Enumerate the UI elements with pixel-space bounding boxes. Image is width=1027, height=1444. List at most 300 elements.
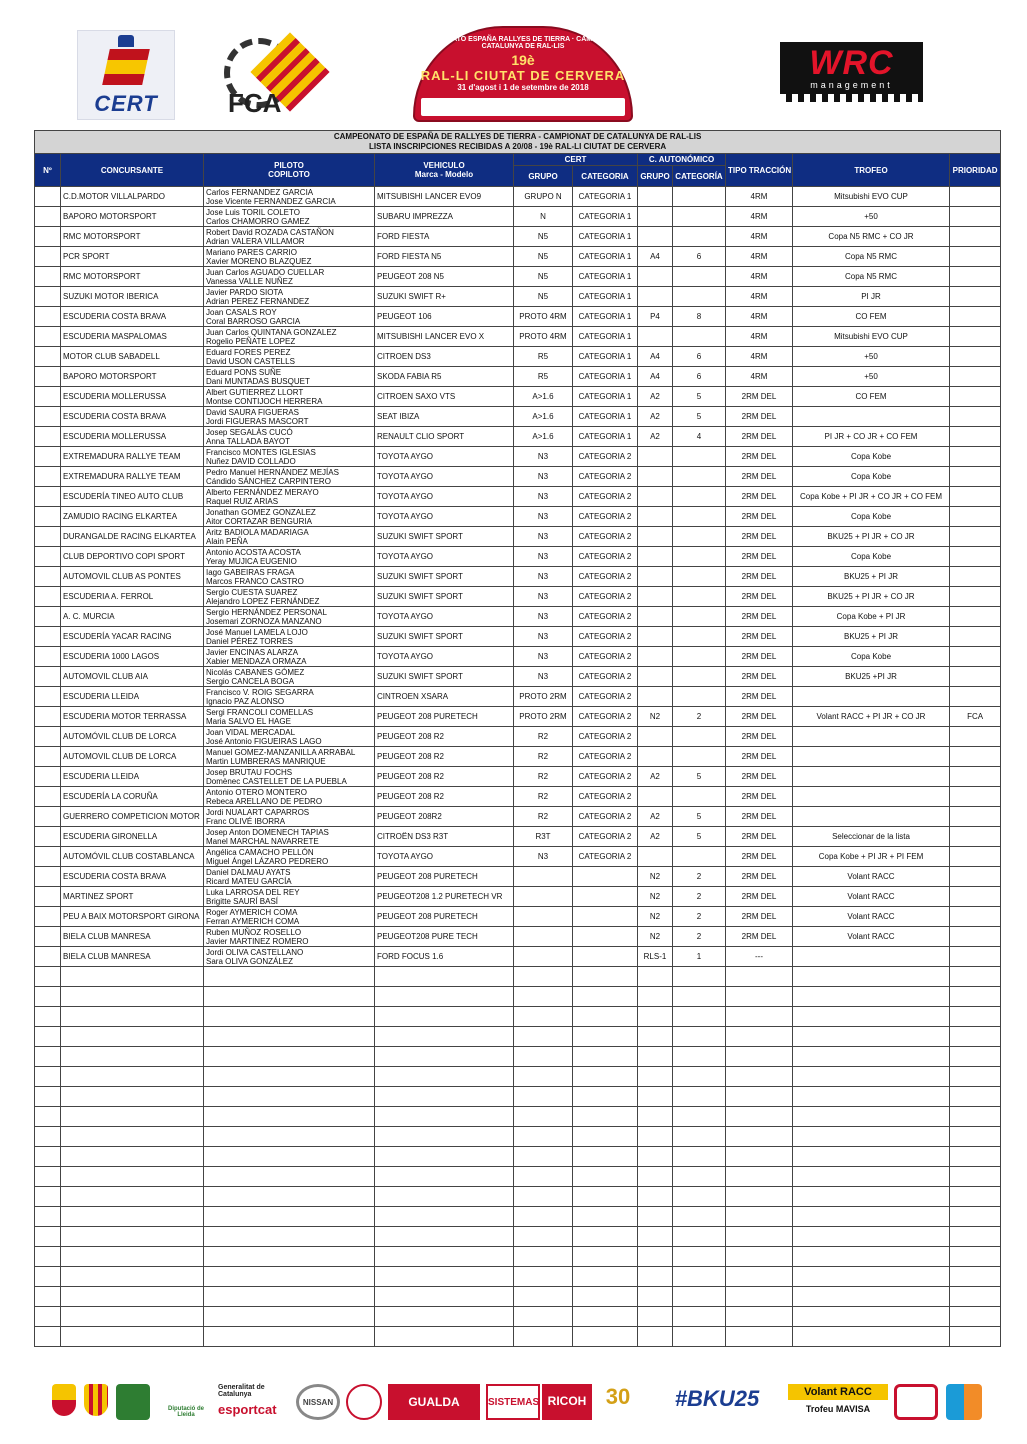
wrc-management-logo [780,42,923,102]
cell-num [35,687,61,707]
cell-ca-categoria [673,267,726,287]
cell-concursante: BIELA CLUB MANRESA [61,927,204,947]
cell-cert-categoria: CATEGORIA 2 [573,567,638,587]
cell-prioridad [950,467,1001,487]
cell-prioridad [950,1047,1001,1067]
col-num: Nº [35,154,61,187]
cell-ca-grupo [638,587,673,607]
cell-trofeo: Copa Kobe [793,507,950,527]
cell-cert-grupo: N3 [514,487,573,507]
cell-num [35,607,61,627]
cell-cert-categoria [573,1267,638,1287]
cell-ca-grupo [638,1107,673,1127]
cell-ca-categoria [673,467,726,487]
cell-cert-grupo [514,1167,573,1187]
piloto-name: Sergio HERNÁNDEZ PERSONAL [206,607,327,617]
title-line1: CAMPEONATO DE ESPAÑA DE RALLYES DE TIERRA - CAMPIONAT DE CATALUNYA DE RAL-LIS [333,132,702,141]
cert-logo [77,30,175,120]
cell-cert-categoria [573,1107,638,1127]
table-row [35,267,1001,287]
cell-prioridad [950,927,1001,947]
cell-crew [204,1167,375,1187]
cell-ca-grupo [638,527,673,547]
cell-prioridad [950,727,1001,747]
cell-traccion: 2RM DEL [726,727,793,747]
col-piloto [204,154,375,187]
cell-cert-grupo [514,1287,573,1307]
cell-ca-grupo [638,447,673,467]
cell-prioridad [950,907,1001,927]
table-row [35,667,1001,687]
entries-table [34,130,1001,1347]
cell-crew [204,1007,375,1027]
cell-ca-grupo: A2 [638,407,673,427]
cell-ca-grupo [638,1287,673,1307]
cell-cert-categoria: CATEGORIA 2 [573,747,638,767]
table-row [35,1307,1001,1327]
ricoh-logo: RICOH [542,1384,592,1420]
cell-ca-categoria [673,1227,726,1247]
cell-ca-categoria [673,1327,726,1347]
cell-cert-grupo [514,867,573,887]
cell-crew [204,447,375,467]
cell-cert-grupo [514,1087,573,1107]
copiloto-name: Raquel RUIZ ARIAS [206,496,279,506]
cell-trofeo: +50 [793,347,950,367]
cell-trofeo [793,1067,950,1087]
cell-num [35,907,61,927]
cell-traccion [726,1067,793,1087]
cell-ca-categoria: 6 [673,347,726,367]
cell-num [35,1067,61,1087]
cell-traccion: 2RM DEL [726,467,793,487]
cell-cert-categoria: CATEGORIA 2 [573,527,638,547]
copiloto-name: Sergio CANCELA BOGA [206,676,295,686]
cell-trofeo: Mitsubishi EVO CUP [793,187,950,207]
cell-vehiculo [375,987,514,1007]
cell-ca-categoria [673,727,726,747]
cell-traccion [726,1307,793,1327]
cell-vehiculo: SEAT IBIZA [375,407,514,427]
copiloto-name: Josemari ZORNOZA MANZANO [206,616,322,626]
cell-num [35,1107,61,1127]
cell-ca-categoria [673,647,726,667]
cell-concursante [61,1207,204,1227]
cell-vehiculo: SUZUKI SWIFT SPORT [375,627,514,647]
cell-cert-categoria: CATEGORIA 2 [573,447,638,467]
cell-crew [204,367,375,387]
cell-cert-grupo [514,927,573,947]
cell-concursante: EXTREMADURA RALLYE TEAM [61,467,204,487]
cell-traccion: 2RM DEL [726,687,793,707]
cell-ca-categoria: 2 [673,887,726,907]
cell-cert-grupo: N3 [514,447,573,467]
piloto-name: Jordi OLIVA CASTELLANO [206,947,304,957]
cell-trofeo: Volant RACC [793,867,950,887]
cell-traccion [726,1087,793,1107]
table-row [35,767,1001,787]
cell-ca-categoria: 4 [673,427,726,447]
cell-num [35,1307,61,1327]
cell-cert-grupo: N3 [514,647,573,667]
table-row [35,1067,1001,1087]
cell-cert-grupo: N3 [514,627,573,647]
cell-num [35,307,61,327]
cell-prioridad [950,227,1001,247]
cell-ca-grupo [638,567,673,587]
table-row [35,1087,1001,1107]
cell-concursante [61,1027,204,1047]
table-row [35,207,1001,227]
cell-ca-categoria [673,1267,726,1287]
cell-traccion [726,1327,793,1347]
table-row [35,607,1001,627]
cell-vehiculo [375,1167,514,1187]
piloto-name: Daniel DALMAU AYATS [206,867,291,877]
cell-crew [204,987,375,1007]
cell-vehiculo: PEUGEOT208 PURE TECH [375,927,514,947]
cell-ca-categoria [673,527,726,547]
cell-ca-grupo [638,687,673,707]
cell-num [35,967,61,987]
cell-ca-grupo [638,607,673,627]
cell-cert-grupo: GRUPO N [514,187,573,207]
cell-cert-categoria: CATEGORIA 2 [573,727,638,747]
cell-crew [204,807,375,827]
piloto-name: Antonio OTERO MONTERO [206,787,307,797]
cell-trofeo [793,1307,950,1327]
cell-ca-categoria: 5 [673,767,726,787]
cell-cert-categoria: CATEGORIA 1 [573,187,638,207]
cell-cert-categoria: CATEGORIA 1 [573,227,638,247]
cell-crew [204,1247,375,1267]
cell-crew [204,1227,375,1247]
cell-cert-grupo [514,907,573,927]
cell-ca-grupo [638,1207,673,1227]
cell-ca-categoria [673,1067,726,1087]
cell-ca-categoria: 2 [673,907,726,927]
cell-cert-grupo: R2 [514,747,573,767]
table-row [35,827,1001,847]
cell-crew [204,947,375,967]
table-row [35,487,1001,507]
cell-traccion: 2RM DEL [726,647,793,667]
cell-num [35,1047,61,1067]
cell-crew [204,1267,375,1287]
volant-racc-logo [788,1384,888,1420]
cell-cert-categoria: CATEGORIA 1 [573,407,638,427]
cell-traccion: 2RM DEL [726,407,793,427]
copiloto-name: Sara OLIVA GONZÁLEZ [206,956,293,966]
cell-cert-categoria: CATEGORIA 2 [573,607,638,627]
cell-concursante: ESCUDERIA LLEIDA [61,767,204,787]
table-row [35,867,1001,887]
cell-cert-categoria [573,1307,638,1327]
cell-trofeo [793,1327,950,1347]
piloto-name: Jordi NUALART CAPARROS [206,807,310,817]
cell-cert-categoria: CATEGORIA 1 [573,267,638,287]
cell-num [35,987,61,1007]
cell-traccion: 2RM DEL [726,887,793,907]
cell-concursante [61,1067,204,1087]
cell-ca-grupo: N2 [638,927,673,947]
cell-concursante: ESCUDERIA LLEIDA [61,687,204,707]
cell-cert-grupo: N3 [514,587,573,607]
cell-ca-grupo [638,1087,673,1107]
cell-traccion: 4RM [726,347,793,367]
cell-traccion: 2RM DEL [726,767,793,787]
cell-vehiculo: MITSUBISHI LANCER EVO X [375,327,514,347]
cell-num [35,827,61,847]
table-title-row [35,131,1001,154]
col-cert: CERT [514,154,638,166]
col-prioridad: PRIORIDAD [950,154,1001,187]
cell-cert-grupo [514,1027,573,1047]
cell-num [35,1267,61,1287]
piloto-name: Javier ENCINAS ALARZA [206,647,299,657]
cell-trofeo [793,1167,950,1187]
cell-prioridad [950,1067,1001,1087]
cell-trofeo [793,1287,950,1307]
cell-cert-categoria: CATEGORIA 2 [573,507,638,527]
cell-ca-categoria [673,627,726,647]
copiloto-name: Cándido SÁNCHEZ CARPINTERO [206,476,331,486]
cell-concursante: DURANGALDE RACING ELKARTEA [61,527,204,547]
cell-trofeo: Copa Kobe [793,647,950,667]
cell-prioridad [950,407,1001,427]
cell-prioridad [950,367,1001,387]
col-copiloto-label: COPILOTO [268,170,310,179]
cell-traccion: 2RM DEL [726,807,793,827]
cell-trofeo [793,1027,950,1047]
cell-concursante: ESCUDERÍA TINEO AUTO CLUB [61,487,204,507]
cell-concursante: ESCUDERIA 1000 LAGOS [61,647,204,667]
cell-ca-categoria [673,227,726,247]
cell-num [35,587,61,607]
cell-ca-categoria [673,607,726,627]
cell-trofeo: Mitsubishi EVO CUP [793,327,950,347]
cell-crew [204,227,375,247]
cell-cert-grupo: N5 [514,267,573,287]
cell-ca-grupo [638,1127,673,1147]
footer-sponsors [40,1378,990,1428]
cell-traccion: 2RM DEL [726,927,793,947]
cell-traccion: 4RM [726,227,793,247]
cell-cert-categoria [573,1187,638,1207]
cell-num [35,1187,61,1207]
cell-num [35,727,61,747]
column-header-row [35,154,1001,166]
cell-traccion: 2RM DEL [726,667,793,687]
cell-vehiculo: PEUGEOT 208 N5 [375,267,514,287]
cell-crew [204,1027,375,1047]
piloto-name: Javier PARDO SIOTA [206,287,284,297]
copiloto-name: Rogelio PEÑATE LOPEZ [206,336,296,346]
cell-trofeo [793,1147,950,1167]
cell-crew [204,787,375,807]
cell-crew [204,407,375,427]
cell-cert-grupo: PROTO 4RM [514,307,573,327]
cell-trofeo: Volant RACC [793,907,950,927]
cell-cert-grupo: PROTO 4RM [514,327,573,347]
cell-cert-grupo [514,1207,573,1227]
cell-concursante [61,1187,204,1207]
cell-ca-categoria [673,1047,726,1067]
cell-traccion [726,1167,793,1187]
cell-ca-categoria [673,847,726,867]
cell-trofeo [793,1127,950,1147]
copiloto-name: Martin LUMBRERAS MANRIQUE [206,756,326,766]
cell-prioridad [950,187,1001,207]
cell-trofeo: BKU25 +PI JR [793,667,950,687]
copiloto-name: Nuñez DAVID COLLADO [206,456,296,466]
copiloto-name: Manel MARCHAL NAVARRETE [206,836,319,846]
hs-logo [946,1384,982,1420]
cell-prioridad [950,1287,1001,1307]
cell-traccion: 2RM DEL [726,447,793,467]
piloto-name: Joan CASALS ROY [206,307,277,317]
cell-prioridad [950,947,1001,967]
cell-traccion: 2RM DEL [726,507,793,527]
cell-concursante: ESCUDERIA MOTOR TERRASSA [61,707,204,727]
piloto-name: Mariano PARES CARRIO [206,247,297,257]
cell-vehiculo: FORD FOCUS 1.6 [375,947,514,967]
table-title [35,131,1001,154]
cell-cert-categoria: CATEGORIA 1 [573,307,638,327]
cell-cert-categoria: CATEGORIA 1 [573,247,638,267]
cell-cert-grupo: N5 [514,227,573,247]
table-row [35,1327,1001,1347]
cell-cert-grupo: PROTO 2RM [514,707,573,727]
cell-concursante: ESCUDERIA A. FERROL [61,587,204,607]
cell-num [35,1127,61,1147]
table-row [35,1027,1001,1047]
diputacio-logo: Diputació de Lleida [167,1406,204,1418]
cell-cert-grupo [514,1307,573,1327]
cell-crew [204,427,375,447]
entries-body [35,187,1001,1347]
cell-vehiculo: TOYOTA AYGO [375,607,514,627]
cell-ca-categoria [673,487,726,507]
cell-cert-grupo [514,987,573,1007]
cell-ca-grupo [638,467,673,487]
cell-ca-grupo [638,987,673,1007]
cell-traccion [726,1107,793,1127]
cell-vehiculo: CITROEN DS3 [375,347,514,367]
cell-ca-grupo: A2 [638,807,673,827]
cell-traccion: 2RM DEL [726,547,793,567]
cell-num [35,947,61,967]
cell-trofeo [793,1207,950,1227]
cell-concursante [61,1047,204,1067]
cell-ca-grupo: N2 [638,887,673,907]
copiloto-name: Ignacio PAZ ALONSO [206,696,285,706]
generalitat-logo [218,1384,290,1420]
gualda-logo: GUALDA [388,1384,480,1420]
cell-prioridad [950,987,1001,1007]
anniversary-30-logo: 30 [605,1384,631,1409]
cell-traccion [726,967,793,987]
cell-num [35,1027,61,1047]
cell-ca-grupo [638,507,673,527]
cell-concursante [61,1087,204,1107]
cell-trofeo: Copa N5 RMC [793,267,950,287]
cell-concursante [61,1167,204,1187]
cell-concursante: SUZUKI MOTOR IBERICA [61,287,204,307]
copiloto-name: Rebeca ARELLANO DE PEDRO [206,796,323,806]
copiloto-name: Ricard MATEU GARCÍA [206,876,292,886]
cell-num [35,327,61,347]
cell-ca-grupo: N2 [638,907,673,927]
cell-cert-categoria [573,1327,638,1347]
cell-concursante [61,1007,204,1027]
copiloto-name: José Antonio FIGUEIRAS LAGO [206,736,322,746]
cell-num [35,867,61,887]
piloto-name: Roger AYMERICH COMA [206,907,298,917]
cell-trofeo [793,1107,950,1127]
cell-crew [204,767,375,787]
cell-vehiculo: SUZUKI SWIFT SPORT [375,567,514,587]
cell-traccion [726,1007,793,1027]
cell-prioridad [950,827,1001,847]
cell-concursante: C.D.MOTOR VILLALPARDO [61,187,204,207]
col-vehiculo-label: VEHICULO [423,161,465,170]
cell-trofeo: Volant RACC [793,927,950,947]
cell-concursante: RMC MOTORSPORT [61,267,204,287]
cell-num [35,367,61,387]
piloto-name: David SAURA FIGUERAS [206,407,299,417]
cell-crew [204,1327,375,1347]
cell-prioridad [950,287,1001,307]
cell-concursante: BIELA CLUB MANRESA [61,947,204,967]
cell-trofeo: BKU25 + PI JR [793,627,950,647]
cell-cert-grupo [514,1107,573,1127]
cell-ca-grupo [638,1267,673,1287]
cell-prioridad [950,807,1001,827]
piloto-name: Sergio CUESTA SUAREZ [206,587,298,597]
cell-vehiculo: RENAULT CLIO SPORT [375,427,514,447]
cell-cert-grupo: N3 [514,607,573,627]
cell-traccion: 2RM DEL [726,867,793,887]
cell-traccion: 2RM DEL [726,787,793,807]
table-row [35,1227,1001,1247]
cell-trofeo [793,727,950,747]
cell-crew [204,607,375,627]
cell-crew [204,687,375,707]
cell-prioridad [950,1107,1001,1127]
cell-cert-grupo: A>1.6 [514,427,573,447]
cell-trofeo: Copa Kobe [793,447,950,467]
cell-crew [204,347,375,367]
cell-prioridad: FCA [950,707,1001,727]
cell-traccion: 4RM [726,207,793,227]
cell-traccion: 2RM DEL [726,487,793,507]
cell-crew [204,567,375,587]
cell-ca-categoria [673,687,726,707]
cell-trofeo [793,407,950,427]
cell-vehiculo [375,1307,514,1327]
table-row [35,1147,1001,1167]
cell-crew [204,1107,375,1127]
cell-traccion: 4RM [726,187,793,207]
copiloto-name: Daniel PÉREZ TORRES [206,636,293,646]
table-row [35,1287,1001,1307]
cell-concursante [61,1127,204,1147]
table-row [35,427,1001,447]
cell-concursante: RMC MOTORSPORT [61,227,204,247]
cell-vehiculo: FORD FIESTA [375,227,514,247]
table-row [35,727,1001,747]
